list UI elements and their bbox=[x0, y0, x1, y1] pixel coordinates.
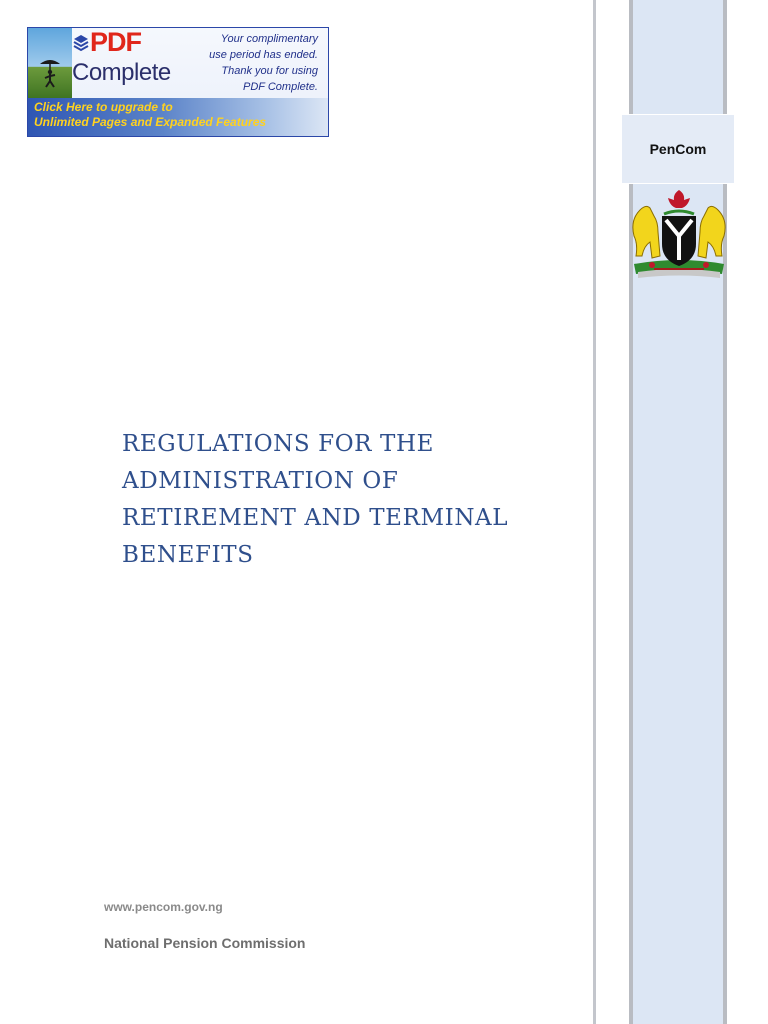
banner-brand-pdf: PDF bbox=[90, 27, 141, 57]
document-title-line: ADMINISTRATION OF bbox=[122, 468, 399, 494]
banner-message-line: use period has ended. bbox=[209, 49, 318, 61]
layers-icon bbox=[73, 34, 89, 52]
banner-message-line: Your complimentary bbox=[220, 33, 318, 45]
organization-name: National Pension Commission bbox=[104, 935, 306, 951]
sidebar-divider bbox=[593, 0, 596, 1024]
person-umbrella-icon bbox=[38, 56, 62, 88]
banner-message-line: PDF Complete. bbox=[243, 81, 318, 93]
coat-of-arms-icon bbox=[624, 186, 734, 286]
upgrade-link-line[interactable]: Unlimited Pages and Expanded Features bbox=[34, 115, 267, 129]
banner-brand-complete: Complete bbox=[72, 59, 171, 86]
pdf-complete-banner[interactable] bbox=[27, 27, 329, 137]
banner-message bbox=[168, 31, 318, 95]
website-url: www.pencom.gov.ng bbox=[104, 900, 223, 914]
document-title-line: REGULATIONS FOR THE bbox=[122, 431, 434, 457]
banner-message-line: Thank you for using bbox=[221, 65, 318, 77]
upgrade-link-line[interactable]: Click Here to upgrade to bbox=[34, 100, 173, 114]
document-title bbox=[122, 426, 562, 574]
document-title-line: BENEFITS bbox=[122, 542, 254, 568]
pencom-label: PenCom bbox=[649, 141, 707, 157]
pencom-label-box bbox=[622, 114, 734, 184]
upgrade-link[interactable] bbox=[34, 100, 324, 130]
document-title-line: RETIREMENT AND TERMINAL bbox=[122, 505, 509, 531]
